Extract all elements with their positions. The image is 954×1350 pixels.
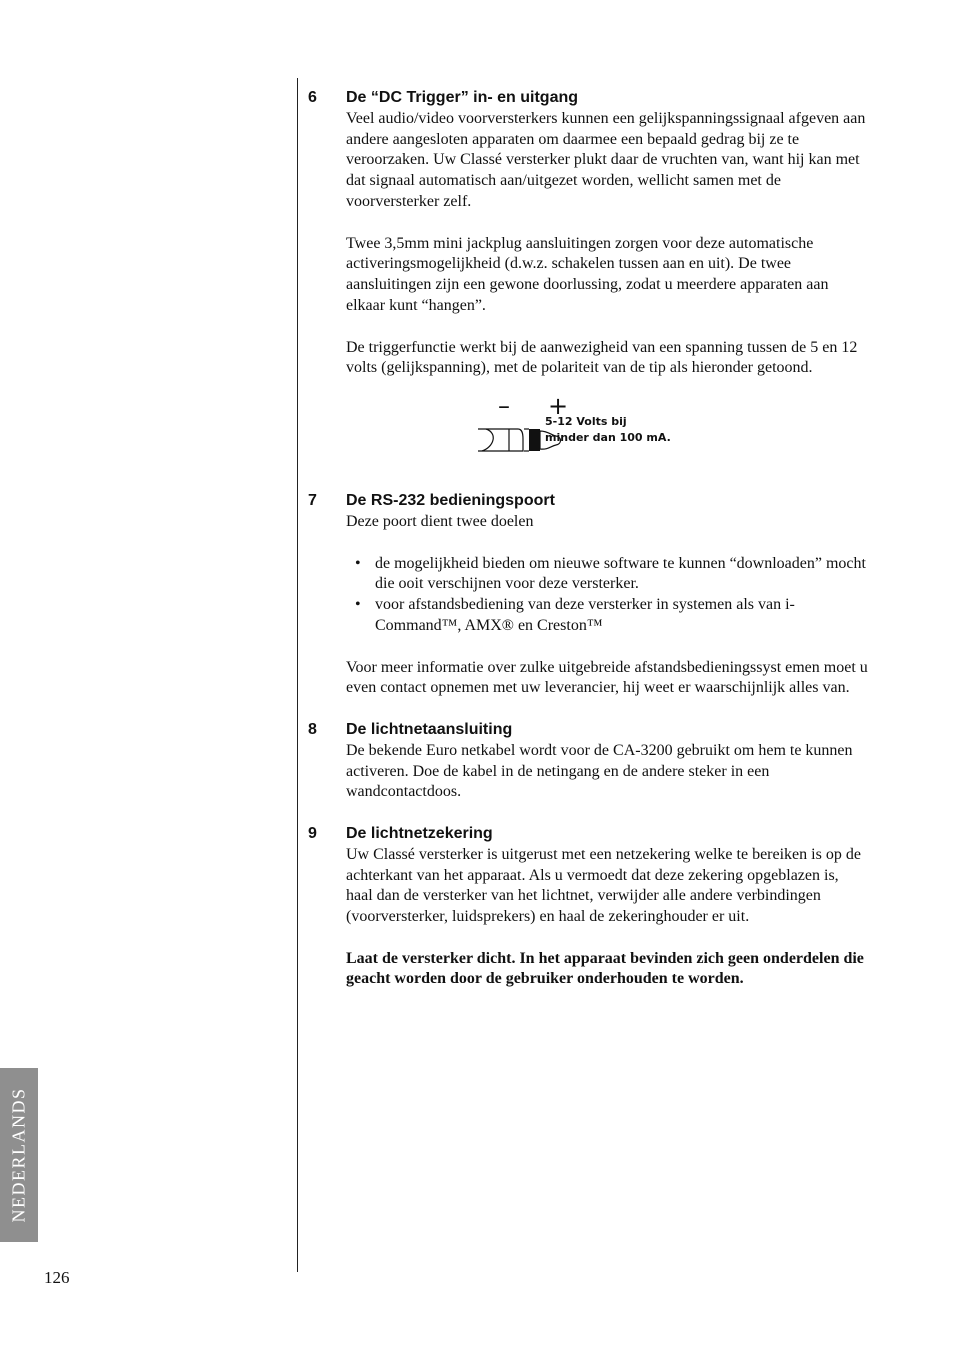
voltage-label xyxy=(545,414,671,446)
main-content xyxy=(308,88,868,990)
paragraph: Uw Classé versterker is uitgerust met een netzekering welke te bereiken is op de achterkant van het apparaat. Als u vermoedt dat deze zekering opgeblazen is, haal dan de versterker van het lichtnet, verwijder alle andere verbindingen (voorversterker, luidsprekers) en haal de zekeringhouder er uit. xyxy=(346,845,861,926)
section-heading xyxy=(308,88,868,109)
section-title: De lichtnetzekering xyxy=(346,824,493,842)
section-number: 8 xyxy=(308,720,317,738)
column-divider xyxy=(297,78,298,1272)
page-number: 126 xyxy=(44,1268,70,1287)
section-power-fuse xyxy=(308,824,868,990)
language-label: NEDERLANDS xyxy=(8,1087,29,1223)
paragraph: De triggerfunctie werkt bij de aanwezigheid van een spanning tussen de 5 en 12 volts (gelijkspanning), met de polariteit van de tip als hieronder getoond. xyxy=(346,338,858,377)
section-heading xyxy=(308,720,868,741)
list-item: • de mogelijkheid bieden om nieuwe software te kunnen “downloaden” mocht die ooit verschijnen voor deze versterker. xyxy=(346,554,868,596)
section-number: 6 xyxy=(308,89,317,106)
plus-symbol: + xyxy=(547,392,569,421)
voltage-label-line: minder dan 100 mA. xyxy=(545,431,671,445)
section-heading xyxy=(308,824,868,845)
section-number: 9 xyxy=(308,824,317,842)
language-tab xyxy=(0,1068,38,1242)
paragraph: De bekende Euro netkabel wordt voor de CA-3200 gebruikt om hem te kunnen activeren. Doe de kabel in de netingang en de andere steker in een wandcontactdoos. xyxy=(346,741,853,801)
section-number: 7 xyxy=(308,492,317,510)
section-dc-trigger xyxy=(308,88,868,461)
section-title: De “DC Trigger” in- en uitgang xyxy=(346,89,579,106)
minus-symbol: – xyxy=(498,392,510,421)
jack-plug-diagram xyxy=(308,381,868,461)
bullet-list xyxy=(346,554,868,637)
voltage-label-line: 5-12 Volts bij xyxy=(545,415,627,429)
paragraph: Deze poort dient twee doelen xyxy=(346,512,534,530)
section-power-connection xyxy=(308,720,868,803)
paragraph: Voor meer informatie over zulke uitgebreide afstandsbedieningssyst emen moet u even contact opnemen met uw leverancier, hij weet er waarschijnlijk alles van. xyxy=(346,658,868,697)
section-rs232 xyxy=(308,491,868,699)
paragraph: Veel audio/video voorversterkers kunnen een gelijkspanningssignaal afgeven aan andere aangesloten apparaten om daarmee een bepaald gedrag bij ze te veroorzaken. Uw Classé versterker plukt daar de vruchten van, want hij kan met dat signaal automatisch aan/uitgezet worden, wellicht samen met de voorversterker zelf. xyxy=(346,109,866,210)
section-title: De lichtnetaansluiting xyxy=(346,720,513,738)
list-item: • voor afstandsbediening van deze versterker in systemen als van i-Command™, AMX® en Creston™ xyxy=(346,595,868,637)
warning-text: Laat de versterker dicht. In het apparaat bevinden zich geen onderdelen die geacht worden door de gebruiker onderhouden te worden. xyxy=(346,949,864,988)
section-title: De RS-232 bedieningspoort xyxy=(346,492,555,510)
jack-plug-illustration xyxy=(436,381,569,461)
section-heading xyxy=(308,491,868,512)
paragraph: Twee 3,5mm mini jackplug aansluitingen zorgen voor deze automatische activeringsmogelijkheid (d.w.z. schakelen tussen aan en uit). De twee aansluitingen zijn een gewone doorlussing, zodat u meerdere apparaten aan elkaar kunt “hangen”. xyxy=(346,234,829,314)
